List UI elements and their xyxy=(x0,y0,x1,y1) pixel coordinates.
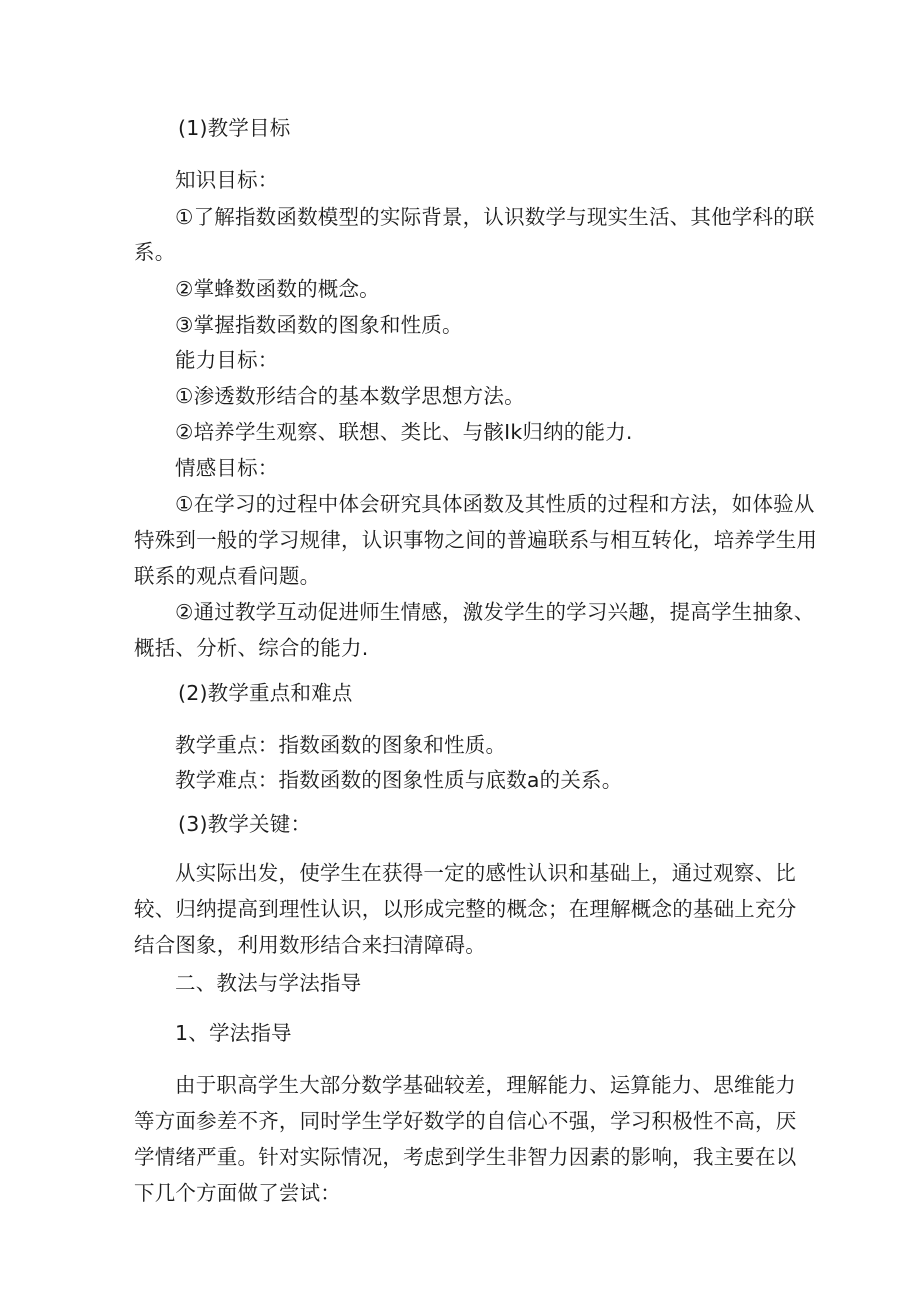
paragraph-line: 下几个方面做了尝试： xyxy=(134,1181,341,1205)
paragraph-line: ②培养学生观察、联想、类比、与骸Ik归纳的能力. xyxy=(175,420,633,444)
paragraph-line: 特殊到一般的学习规律，认识事物之间的普遍联系与相互转化，培养学生用 xyxy=(134,528,818,552)
paragraph-line: 由于职高学生大部分数学基础较差，理解能力、运算能力、思维能力 xyxy=(175,1073,796,1097)
paragraph-line: 系。 xyxy=(134,240,176,264)
section-heading: (3)教学关键： xyxy=(178,812,312,836)
paragraph-line: 较、归纳提高到理性认识，以形成完整的概念；在理解概念的基础上充分 xyxy=(134,897,797,921)
section-heading: (1)教学目标 xyxy=(178,116,291,140)
paragraph-line: ②掌蜂数函数的概念。 xyxy=(175,277,380,301)
paragraph-line: ①了解指数函数模型的实际背景，认识数学与现实生活、其他学科的联 xyxy=(175,205,815,229)
paragraph-line: 结合图象，利用数形结合来扫清障碍。 xyxy=(134,933,486,957)
paragraph-line: 从实际出发，使学生在获得一定的感性认识和基础上，通过观察、比 xyxy=(175,861,796,885)
key-point-line: 教学重点：指数函数的图象和性质。 xyxy=(175,733,507,757)
paragraph-line: 等方面参差不齐，同时学生学好数学的自信心不强，学习积极性不高，厌 xyxy=(134,1109,797,1133)
part-heading: 二、教法与学法指导 xyxy=(175,971,362,995)
subsection-heading: 1、学法指导 xyxy=(175,1021,292,1045)
ability-goals-label: 能力目标： xyxy=(175,348,279,372)
paragraph-line: ①渗透数形结合的基本数学思想方法。 xyxy=(175,384,525,408)
paragraph-line: ②通过教学互动促进师生情感，激发学生的学习兴趣，提高学生抽象、 xyxy=(175,600,815,624)
paragraph-line: 学情绪严重。针对实际情况，考虑到学生非智力因素的影响，我主要在以 xyxy=(134,1145,797,1169)
paragraph-line: 联系的观点看问题。 xyxy=(134,564,321,588)
difficult-point-line: 教学难点：指数函数的图象性质与底数a的关系。 xyxy=(175,768,623,792)
emotion-goals-label: 情感目标： xyxy=(175,456,279,480)
paragraph-line: 概括、分析、综合的能力. xyxy=(134,636,369,660)
paragraph-line: ①在学习的过程中体会研究具体函数及其性质的过程和方法，如体验从 xyxy=(175,492,815,516)
paragraph-line: ③掌握指数函数的图象和性质。 xyxy=(175,313,463,337)
section-heading: (2)教学重点和难点 xyxy=(178,681,353,705)
knowledge-goals-label: 知识目标： xyxy=(175,168,279,192)
